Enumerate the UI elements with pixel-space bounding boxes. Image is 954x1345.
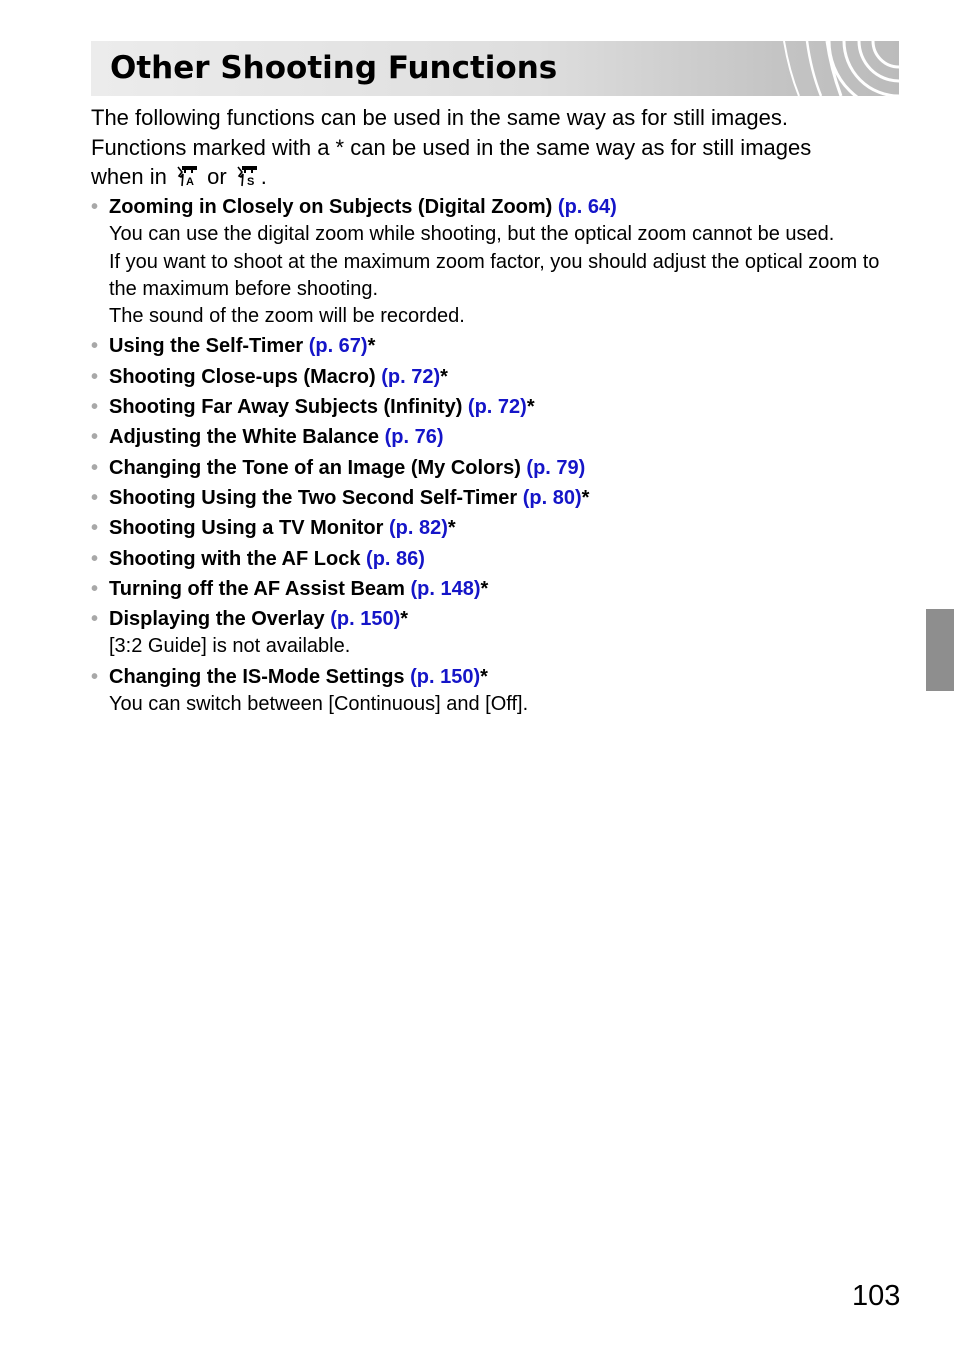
list-item [91,485,899,512]
page-reference-link[interactable]: (p. 79) [526,456,586,479]
list-item [91,606,899,661]
page-reference-link[interactable]: (p. 67) [308,335,368,358]
list-item-title: Changing the Tone of an Image (My Colors) [109,456,521,479]
list-item [91,576,899,603]
list-item-title: Zooming in Closely on Subjects (Digital Zoom) [109,196,553,218]
bullet-icon: • [91,577,99,600]
page-reference-link[interactable]: (p. 150) [330,608,401,631]
list-item-heading [109,364,899,391]
list-item-title: Turning off the AF Assist Beam [109,577,405,600]
list-item-heading [109,606,899,633]
list-item-heading [109,194,899,221]
bullet-icon: • [91,396,99,419]
intro-line-1: The following functions can be used in the same way as for still images. [91,105,789,130]
list-item-heading [109,515,899,542]
list-item-title: Changing the IS-Mode Settings [109,665,405,688]
intro-paragraph [91,103,899,192]
list-item-description: You can switch between [Continuous] and [Off]. [109,693,529,716]
list-item-title: Shooting Using the Two Second Self-Timer [109,486,518,509]
list-item-heading [109,664,899,691]
list-item [91,394,899,421]
bullet-icon: • [91,547,99,570]
movie-compatible-marker: * [581,486,590,509]
list-item-heading [109,546,899,573]
chapter-side-tab [926,609,954,691]
list-item [91,546,899,573]
page-number: 103 [852,1280,901,1312]
movie-compatible-marker: * [526,396,535,419]
bullet-icon: • [91,608,99,631]
list-item-heading [109,576,899,603]
page-reference-link[interactable]: (p. 82) [388,517,448,540]
intro-line-3: when in A or S . [91,164,267,189]
movie-compatible-marker: * [440,365,448,388]
list-item-title: Shooting Close-ups (Macro) [109,365,376,388]
page-reference-link[interactable]: (p. 76) [384,426,444,449]
list-item-heading [109,333,899,360]
bullet-icon: • [91,665,99,688]
page-reference-link[interactable]: (p. 80) [522,486,582,509]
list-item-heading [109,424,899,451]
section-title-bar [91,41,899,96]
list-item [91,664,899,719]
list-item [91,515,899,542]
movie-compatible-marker: * [480,665,488,688]
function-list [91,194,899,721]
list-item [91,333,899,360]
page-reference-link[interactable]: (p. 72) [467,396,527,419]
list-item [91,364,899,391]
svg-text:A: A [185,176,194,188]
list-item-heading [109,485,899,512]
list-item [91,424,899,451]
intro-line-2: Functions marked with a * can be used in the same way as for still images [91,134,812,160]
list-item-title: Shooting Far Away Subjects (Infinity) [109,396,463,419]
list-item-heading [109,394,899,421]
movie-compatible-marker: * [447,517,456,540]
page-reference-link[interactable]: (p. 86) [366,547,425,570]
page-reference-link[interactable]: (p. 150) [410,665,481,688]
svg-text:S: S [246,176,255,188]
list-item-title: Shooting Using a TV Monitor [109,517,384,540]
list-item [91,194,899,330]
list-item-description: If you want to shoot at the maximum zoom factor, you should adjust the optical zoom to the maximum before shooting. [109,250,880,300]
page-reference-link[interactable]: (p. 148) [410,577,481,600]
list-item-title: Using the Self-Timer [109,335,304,358]
list-item [91,455,899,482]
movie-compatible-marker: * [480,577,489,600]
bullet-icon: • [91,486,99,509]
list-item-heading [109,455,899,482]
list-item-title: Adjusting the White Balance [109,426,380,449]
list-item-description: [3:2 Guide] is not available. [109,635,351,658]
bullet-icon: • [91,456,99,479]
bullet-icon: • [91,517,99,540]
movie-standard-mode-icon [175,164,199,188]
page-reference-link[interactable]: (p. 72) [381,365,441,388]
list-item-description: The sound of the zoom will be recorded. [109,305,465,328]
bullet-icon: • [91,335,99,358]
list-item-title: Shooting with the AF Lock [109,547,361,570]
decorative-arcs-icon [769,41,899,96]
movie-super-fine-mode-icon [235,164,259,188]
movie-compatible-marker: * [367,335,376,358]
bullet-icon: • [91,426,99,449]
list-item-title: Displaying the Overlay [109,608,325,631]
movie-compatible-marker: * [400,608,409,631]
bullet-icon: • [91,365,99,388]
page-reference-link[interactable]: (p. 64) [557,196,617,218]
list-item-description: You can use the digital zoom while shooting, but the optical zoom cannot be used. [109,223,835,246]
bullet-icon: • [91,196,99,218]
page-title: Other Shooting Functions [110,50,558,86]
